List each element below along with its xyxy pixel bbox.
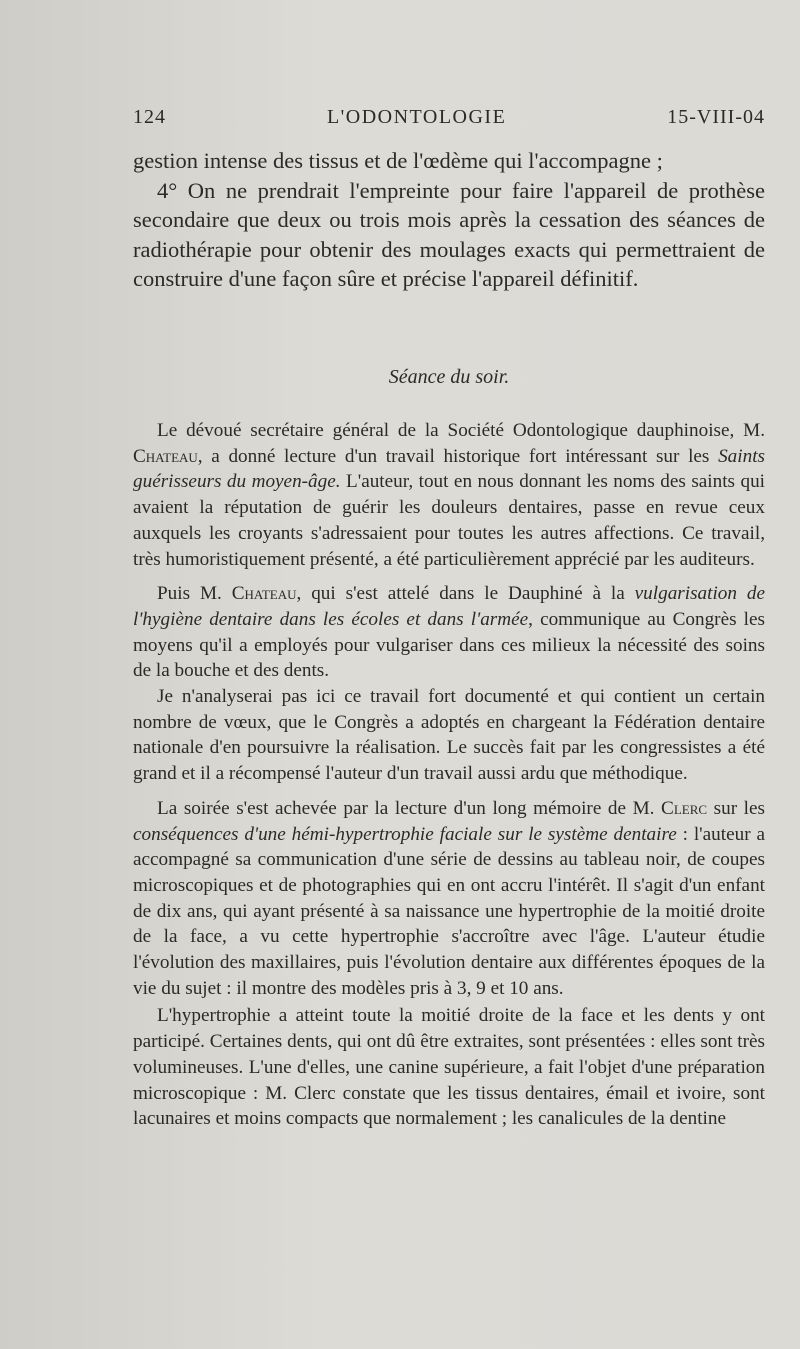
section-title: Séance du soir. [388, 366, 510, 388]
p4-text-a: La soirée s'est achevée par la lecture d'un long mémoire de M. [157, 797, 662, 819]
paragraph-2 [133, 581, 765, 684]
p2-author-name: Chateau [231, 583, 297, 605]
p1-text-b: , a donné lecture d'un travail historique fort intéressant sur les [197, 445, 719, 467]
body-text [133, 418, 765, 1141]
intro-paragraph-1: gestion intense des tissus et de l'œdème qui l'accompagne ; [133, 148, 663, 173]
paragraph-1 [133, 418, 765, 572]
paragraph-5: L'hypertrophie a atteint toute la moitié droite de la face et les dents y ont participé. Certaines dents, qui ont dû être extraites, sont présentées : elles sont très volumineuses. L'une d'elles, une canine supérieure, a fait l'objet d'une préparation microscopique : M. Clerc constate que les tissus dentaires, émail et ivoire, sont lacunaires et moins compacts que normalement ; les canalicules de la dentine [133, 1005, 765, 1130]
running-header [133, 106, 765, 134]
p2-text-a: Puis M. [157, 583, 232, 605]
paragraph-3: Je n'analyserai pas ici ce travail fort documenté et qui contient un certain nombre de vœux, que le Congrès a adoptés en chargeant la Fédération dentaire nationale d'en poursuivre la réalisation. Le succès fait par les congressistes a été grand et il a récompensé l'auteur d'un travail aussi ardu que méthodique. [133, 686, 765, 785]
issue-date: 15-VIII-04 [667, 106, 765, 128]
intro-text [133, 146, 765, 294]
p4-author-name: Clerc [661, 797, 708, 819]
p1-text-a: Le dévoué secrétaire général de la Société Odontologique dauphinoise, M. [157, 420, 765, 441]
p1-work-title: Saints guérisseurs du moyen-âge. [133, 445, 765, 493]
intro-paragraph-2: 4° On ne prendrait l'empreinte pour faire l'appareil de prothèse secondaire que deux ou trois mois après la cessation des séances de radiothérapie pour obtenir des moulages exacts qui permettraient de construire d'une façon sûre et précise l'appareil définitif. [133, 177, 765, 292]
paragraph-4 [133, 796, 765, 1002]
p1-author-name: Chateau [133, 445, 198, 467]
p2-text-b: , qui s'est attelé dans le Dauphiné à la [296, 583, 635, 605]
p4-text-c: : l'auteur a accompagné sa communication d'une série de dessins au tableau noir, de coupes microscopiques et de photographies qui en ont accru l'intérêt. Il s'agit d'un enfant de dix ans, qui ayant présenté à sa naissance une hypertrophie de la moitié droite de la face, a vu cette hypertrophie s'accroître avec l'âge. L'auteur étudie l'évolution des maxillaires, puis l'évolution dentaire aux différentes époques de la vie du sujet : il montre des modèles pris à 3, 9 et 10 ans. [133, 823, 765, 999]
p4-text-b: sur les [707, 797, 765, 819]
p4-work-title: conséquences d'une hémi-hypertrophie faciale sur le système dentaire [133, 823, 677, 845]
p2-text-c: , communique au Congrès les moyens qu'il a employés pour vulgariser dans ces milieux la nécessité des soins de la bouche et des dents. [133, 608, 765, 682]
p2-work-title: vulgarisation de l'hygiène dentaire dans les écoles et dans l'armée [133, 583, 765, 630]
p1-text-c: L'auteur, tout en nous donnant les noms des saints qui avaient la réputation de guérir les douleurs dentaires, passe en revue ceux auxquels les croyants s'adressaient pour toutes les autres affections. Ce travail, très humoristiquement présenté, a été particulièrement apprécié par les auditeurs. [133, 471, 765, 570]
page-number: 124 [133, 106, 166, 128]
journal-title: L'ODONTOLOGIE [326, 106, 507, 128]
